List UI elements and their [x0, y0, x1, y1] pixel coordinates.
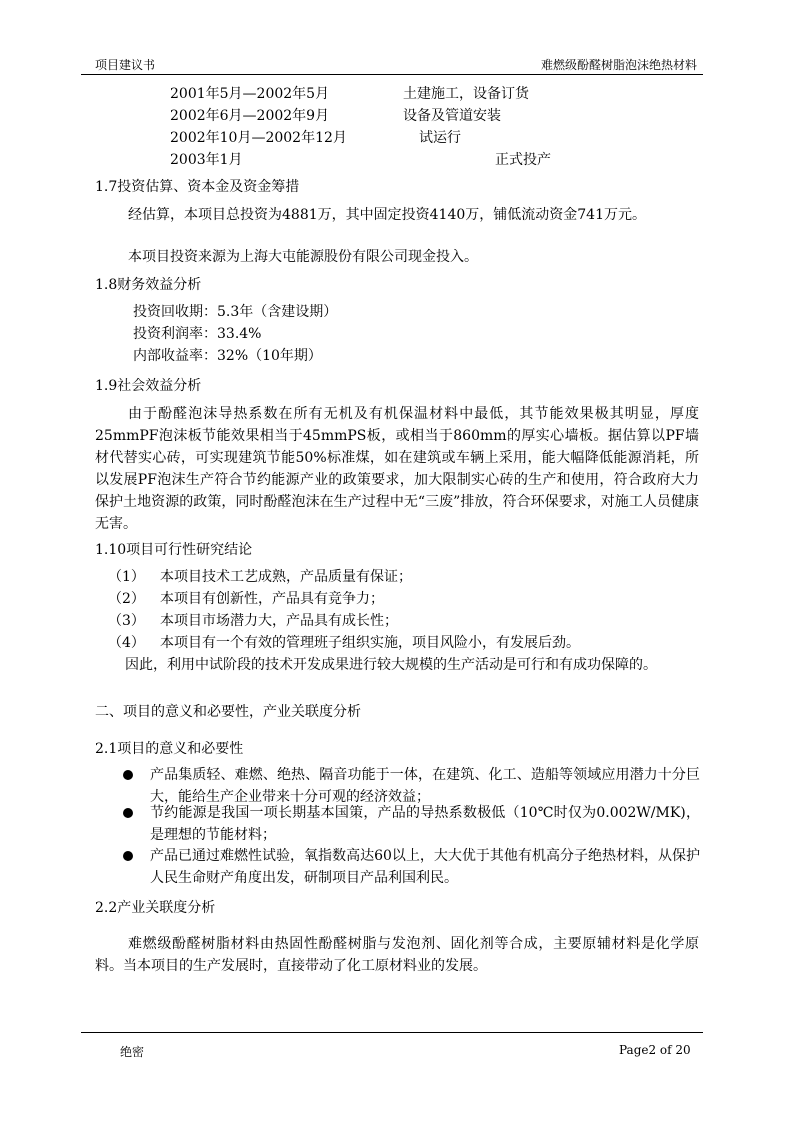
schedule-period-2: 2002年6月—2002年9月 [170, 108, 330, 124]
paragraph-investment-estimate: 经估算，本项目总投资为4881万，其中固定投资4140万，铺低流动资金741万元。 [128, 207, 646, 223]
conclusion-item-number: （4） [108, 635, 145, 651]
bullet-text: 产品已通过难燃性试验，氧指数高达60以上，大大优于其他有机高分子绝热材料，从保护人民生命财产角度出发，研制项目产品利国利民。 [150, 848, 700, 886]
section-heading-2-2: 2.2产业关联度分析 [95, 900, 216, 916]
schedule-task-1: 土建施工，设备订货 [403, 86, 529, 102]
bullet-text: 产品集质轻、难燃、绝热、隔音功能于一体，在建筑、化工、造船等领域应用潜力十分巨大，能给生产企业带来十分可观的经济效益； [150, 767, 700, 805]
schedule-period-3: 2002年10月—2002年12月 [170, 130, 347, 146]
section-heading-2-1: 2.1项目的意义和必要性 [95, 741, 244, 757]
conclusion-item-text: 本项目市场潜力大，产品具有成长性； [160, 613, 398, 629]
section-heading-1-10: 1.10项目可行性研究结论 [95, 542, 253, 558]
conclusion-item-text: 本项目有一个有效的管理班子组织实施，项目风险小，有发展后劲。 [160, 635, 580, 651]
schedule-period-4: 2003年1月 [170, 152, 243, 168]
footer-page-number: Page2 of 20 [619, 1043, 691, 1057]
schedule-task-4: 正式投产 [495, 152, 551, 168]
finance-line-irr: 内部收益率：32%（10年期） [133, 348, 322, 364]
conclusion-item-text: 本项目有创新性，产品具有竞争力； [160, 591, 384, 607]
paragraph-social-benefit: 由于酚醛泡沫导热系数在所有无机及有机保温材料中最低，其节能效果极其明显，厚度25mmPF泡沫板节能效果相当于45mmPS板，或相当于860mm的厚实心墙板。据估算以PF墙材代替实心砖，可实现建筑节能50%标准煤，如在建筑或车辆上采用，能大幅降低能源消耗，所以发展PF泡沫生产符合节约能源产业的政策要求，加大限制实心砖的生产和使用，符合政府大力保护土地资源的政策，同时酚醛泡沫在生产过程中无“三废”排放，符合环保要求，对施工人员健康无害。 [95, 406, 699, 532]
bullet-icon [123, 808, 133, 818]
bullet-icon [123, 851, 133, 861]
paragraph-industry-linkage: 难燃级酚醛树脂材料由热固性酚醛树脂与发泡剂、固化剂等合成，主要原辅材料是化学原料。当本项目的生产发展时，直接带动了化工原材料业的发展。 [95, 936, 699, 974]
header-rule [81, 74, 703, 75]
finance-line-profit-rate: 投资利润率：33.4% [133, 326, 262, 342]
conclusion-item-number: （2） [108, 591, 145, 607]
section-heading-1-8: 1.8财务效益分析 [95, 277, 202, 293]
schedule-task-3: 试运行 [419, 130, 461, 146]
conclusion-item-number: （3） [108, 613, 145, 629]
finance-line-payback: 投资回收期：5.3年（含建设期） [133, 304, 338, 320]
paragraph-feasibility-conclusion: 因此，利用中试阶段的技术开发成果进行较大规模的生产活动是可行和有成功保障的。 [125, 657, 657, 673]
footer-rule [81, 1032, 703, 1033]
section-heading-1-9: 1.9社会效益分析 [95, 378, 202, 394]
chapter-heading-2: 二、项目的意义和必要性，产业关联度分析 [95, 704, 361, 720]
bullet-icon [123, 770, 133, 780]
footer-confidential-label: 绝密 [120, 1045, 145, 1059]
header-title-right: 难燃级酚醛树脂泡沫绝热材料 [540, 58, 697, 72]
conclusion-item-number: （1） [108, 569, 145, 585]
header-title-left: 项目建议书 [95, 58, 156, 72]
schedule-period-1: 2001年5月—2002年5月 [170, 86, 330, 102]
paragraph-investment-source: 本项目投资来源为上海大屯能源股份有限公司现金投入。 [128, 249, 478, 265]
bullet-text: 节约能源是我国一项长期基本国策，产品的导热系数极低（10℃时仅为0.002W/MK)，是理想的节能材料； [150, 805, 700, 843]
section-heading-1-7: 1.7投资估算、资本金及资金筹措 [95, 179, 300, 195]
schedule-task-2: 设备及管道安装 [403, 108, 501, 124]
conclusion-item-text: 本项目技术工艺成熟，产品质量有保证； [160, 569, 412, 585]
